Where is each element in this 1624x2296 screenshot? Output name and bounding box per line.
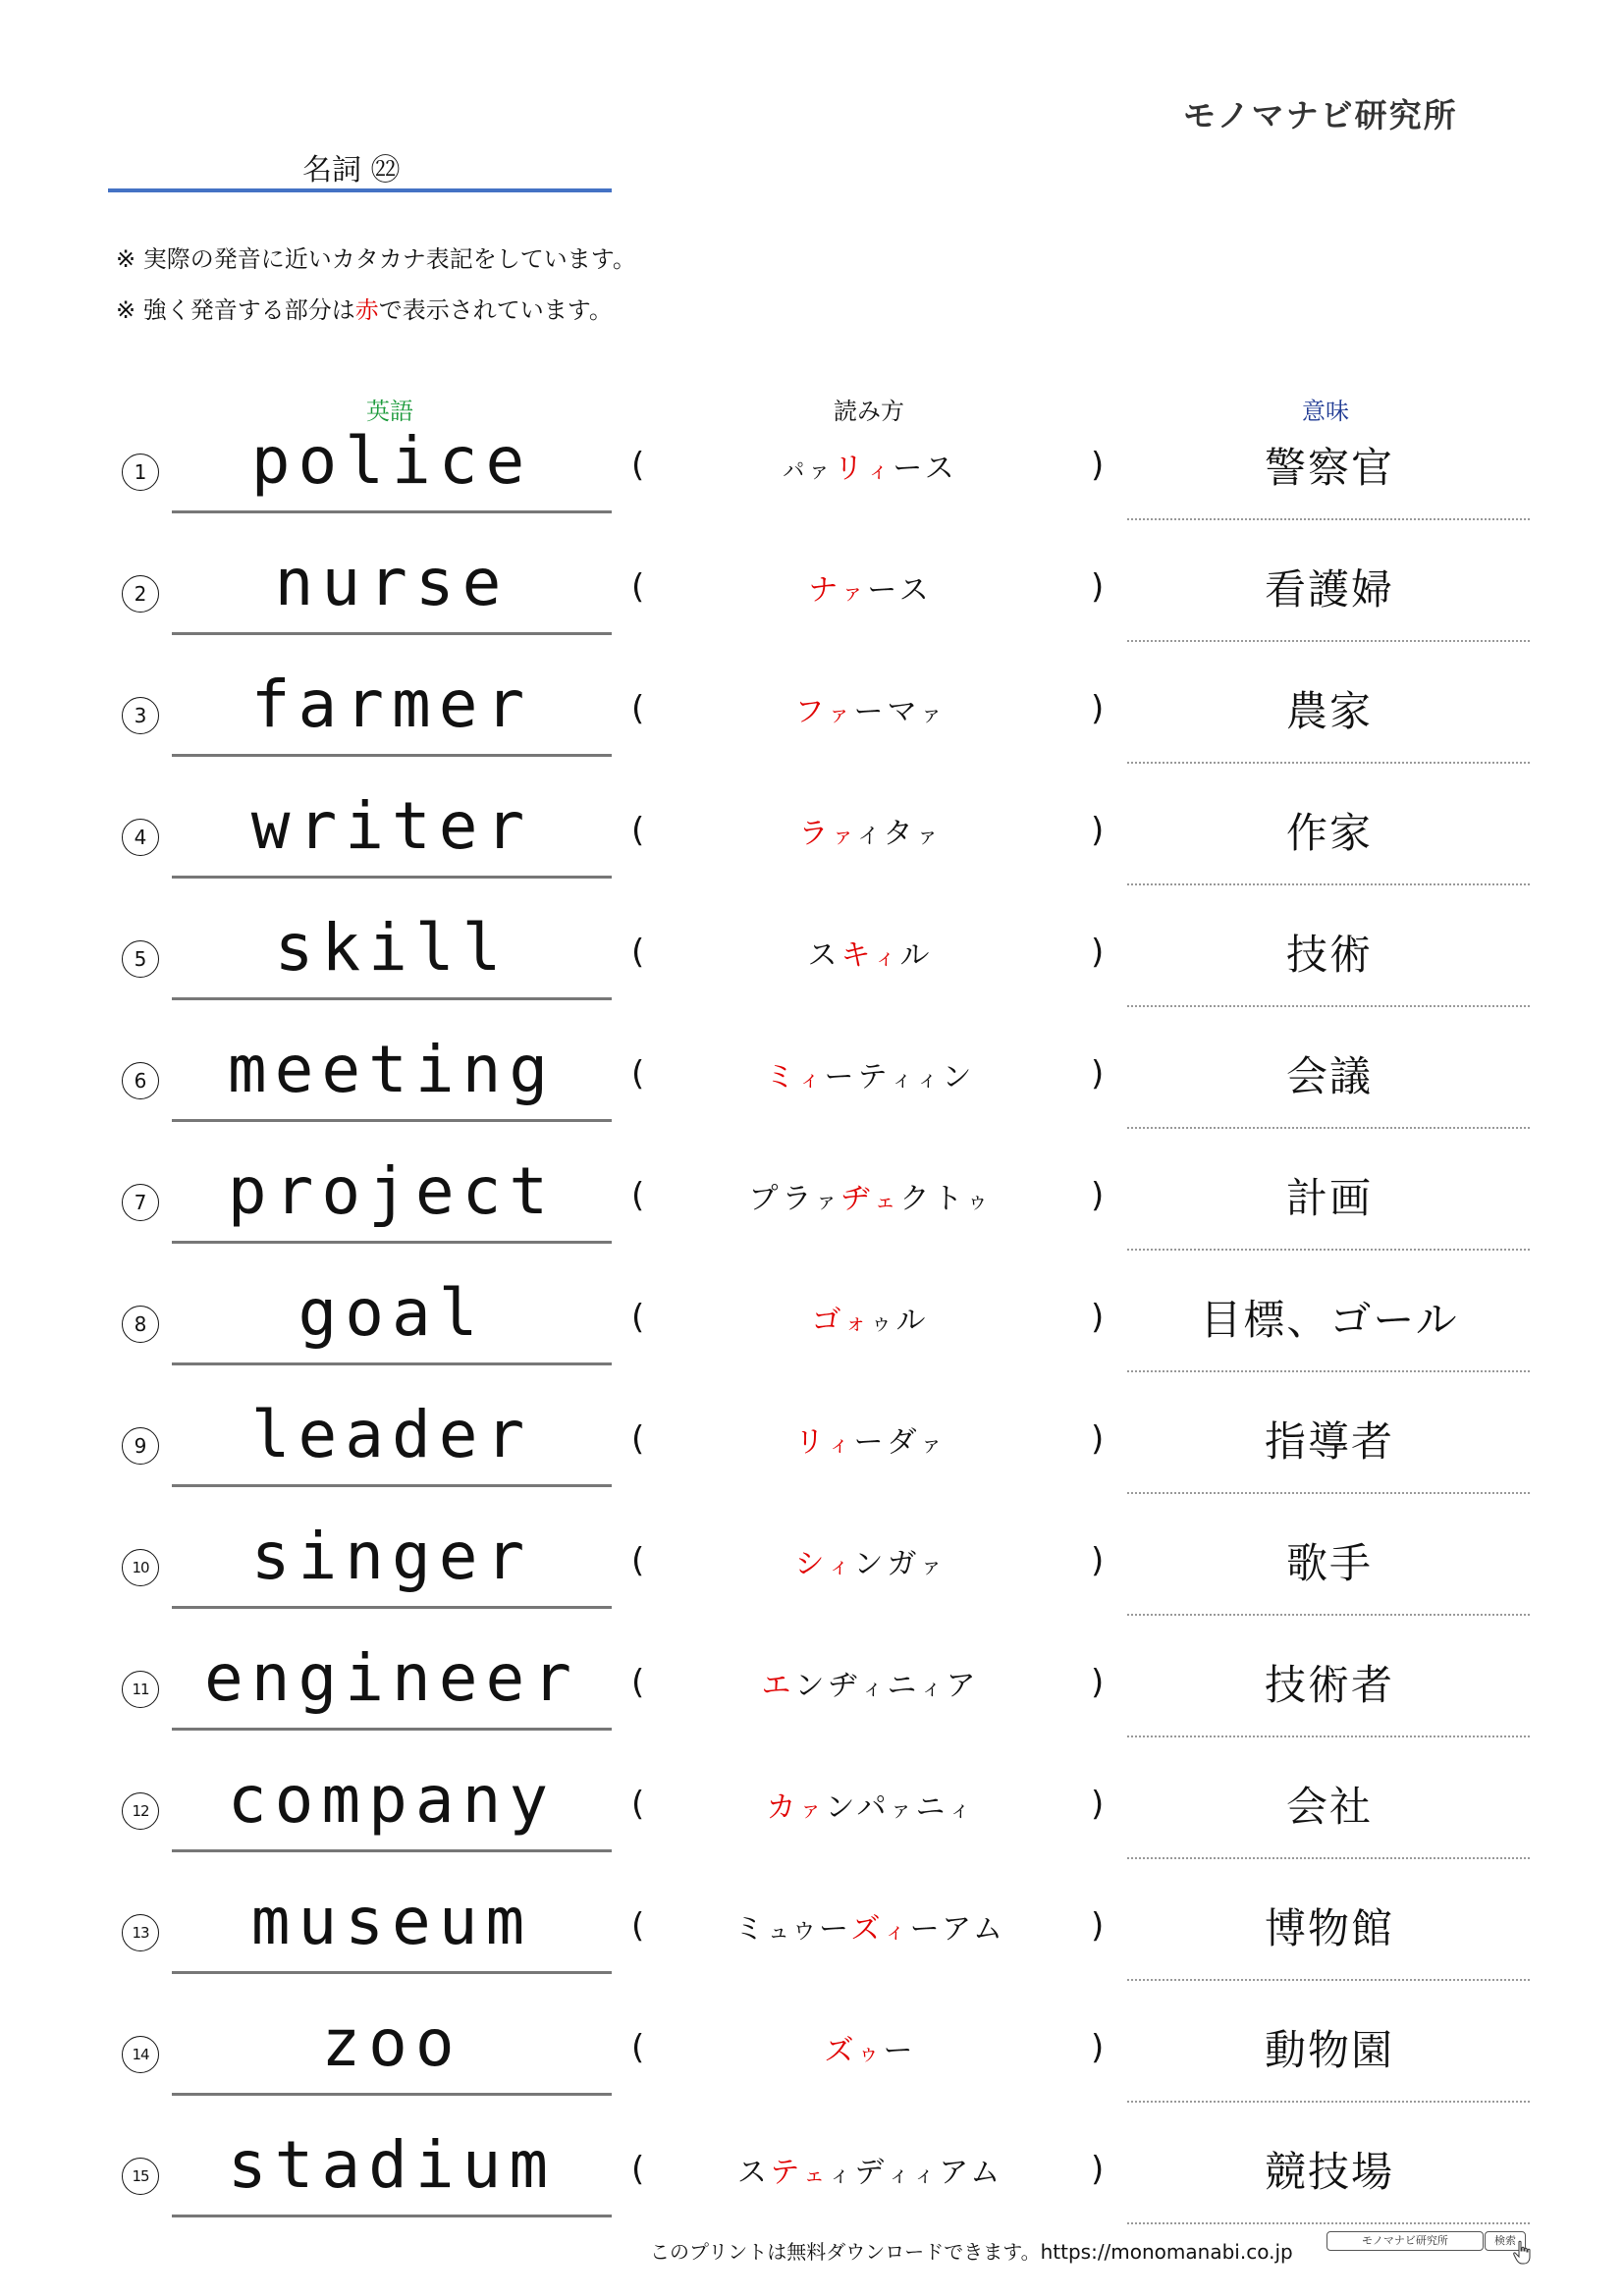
item-number: 1 bbox=[122, 454, 159, 491]
paren-open: ( bbox=[631, 1541, 645, 1580]
kana: ト bbox=[933, 1182, 967, 1216]
katakana-reading bbox=[687, 1417, 1054, 1461]
paren-open: ( bbox=[631, 1785, 645, 1824]
japanese-meaning: 作家 bbox=[1285, 809, 1373, 857]
english-word: goal bbox=[298, 1275, 486, 1351]
kana: タ bbox=[883, 817, 917, 851]
kana: ム bbox=[970, 2156, 1004, 2190]
paren-close: ) bbox=[1091, 689, 1105, 728]
note-katakana: ※ 実際の発音に近いカタカナ表記をしています。 bbox=[116, 245, 636, 273]
kana: ァ bbox=[815, 1190, 841, 1214]
english-word: zoo bbox=[321, 2005, 462, 2081]
stressed-kana: ゥ bbox=[857, 2042, 884, 2066]
item-number: 7 bbox=[122, 1184, 159, 1221]
kana: ン bbox=[853, 1547, 888, 1581]
paren-close: ) bbox=[1091, 1663, 1105, 1702]
word-underline bbox=[172, 2093, 612, 2096]
item-number: 9 bbox=[122, 1427, 159, 1465]
paren-close: ) bbox=[1091, 1541, 1105, 1580]
column-header-reading: 読み方 bbox=[834, 398, 904, 425]
kana: ィ bbox=[861, 1677, 888, 1701]
kana: ー bbox=[819, 1912, 851, 1947]
word-underline bbox=[172, 2215, 612, 2217]
item-number: 14 bbox=[122, 2036, 159, 2073]
kana: ク bbox=[899, 1182, 934, 1216]
kana: ィ bbox=[920, 1677, 947, 1701]
paren-close: ) bbox=[1091, 1298, 1105, 1337]
paren-close: ) bbox=[1091, 811, 1105, 850]
kana: ラ bbox=[782, 1182, 816, 1216]
katakana-reading bbox=[687, 1296, 1054, 1339]
kana: ァ bbox=[808, 459, 835, 484]
item-number: 13 bbox=[122, 1914, 159, 1951]
kana: ー bbox=[853, 695, 888, 729]
kana: ァ bbox=[920, 703, 947, 727]
stressed-kana: ァ bbox=[799, 1798, 826, 1823]
search-box: モノマナビ研究所 bbox=[1326, 2231, 1484, 2251]
stressed-kana: テ bbox=[770, 2156, 804, 2190]
katakana-reading bbox=[687, 1783, 1054, 1826]
paren-open: ( bbox=[631, 446, 645, 485]
stressed-kana: ィ bbox=[874, 946, 900, 971]
stressed-kana: ォ bbox=[844, 1311, 871, 1336]
paren-open: ( bbox=[631, 811, 645, 850]
kana: プ bbox=[748, 1182, 783, 1216]
item-number: 12 bbox=[122, 1792, 159, 1830]
paren-close: ) bbox=[1091, 1176, 1105, 1215]
kana: ィ bbox=[888, 2163, 914, 2188]
japanese-meaning: 技術 bbox=[1285, 931, 1373, 979]
kana: パ bbox=[783, 459, 809, 484]
meaning-dotted-line bbox=[1127, 1492, 1530, 1494]
page-title: 名詞 ㉒ bbox=[302, 153, 401, 187]
list-item bbox=[0, 1390, 1624, 1512]
kana: ー bbox=[853, 1425, 888, 1460]
word-underline bbox=[172, 1241, 612, 1244]
kana: ィ bbox=[948, 1798, 975, 1823]
kana: ゥ bbox=[870, 1311, 896, 1336]
katakana-reading bbox=[687, 687, 1054, 730]
word-underline bbox=[172, 1849, 612, 1852]
kana: ム bbox=[972, 1912, 1006, 1947]
japanese-meaning: 競技場 bbox=[1264, 2148, 1394, 2196]
katakana-reading bbox=[687, 565, 1054, 609]
kana: ァ bbox=[890, 1798, 916, 1823]
list-item bbox=[0, 1755, 1624, 1877]
word-underline bbox=[172, 510, 612, 513]
stressed-kana: ゴ bbox=[811, 1304, 845, 1338]
english-word: company bbox=[227, 1762, 557, 1838]
list-item bbox=[0, 1147, 1624, 1268]
japanese-meaning: 目標、ゴール bbox=[1200, 1296, 1459, 1344]
paren-close: ) bbox=[1091, 446, 1105, 485]
site-logo: モノマナビ研究所 bbox=[1183, 96, 1458, 134]
english-word: engineer bbox=[204, 1640, 579, 1716]
kana: ス bbox=[898, 573, 933, 608]
paren-open: ( bbox=[631, 933, 645, 972]
list-item bbox=[0, 538, 1624, 660]
japanese-meaning: 動物園 bbox=[1264, 2026, 1394, 2074]
meaning-dotted-line bbox=[1127, 2222, 1530, 2224]
english-word: leader bbox=[250, 1397, 533, 1472]
stressed-kana: ィ bbox=[828, 1433, 854, 1458]
katakana-reading bbox=[687, 809, 1054, 852]
footer-text: このプリントは無料ダウンロードできます。https://monomanabi.co.jp bbox=[650, 2240, 1293, 2264]
english-word: nurse bbox=[274, 545, 510, 620]
kana: ィ bbox=[916, 1068, 943, 1093]
paren-open: ( bbox=[631, 567, 645, 607]
word-underline bbox=[172, 632, 612, 635]
stressed-kana: ェ bbox=[874, 1190, 900, 1214]
meaning-dotted-line bbox=[1127, 2101, 1530, 2103]
kana: ィ bbox=[829, 2163, 855, 2188]
list-item bbox=[0, 1877, 1624, 1999]
list-item bbox=[0, 660, 1624, 781]
list-item bbox=[0, 1633, 1624, 1755]
item-number: 6 bbox=[122, 1062, 159, 1099]
stressed-kana: フ bbox=[794, 695, 829, 729]
kana: ヂ bbox=[828, 1669, 862, 1703]
kana: ー bbox=[824, 1060, 858, 1095]
meaning-dotted-line bbox=[1127, 1249, 1530, 1251]
kana: ア bbox=[939, 2156, 971, 2190]
word-underline bbox=[172, 1728, 612, 1731]
stressed-kana: ァ bbox=[828, 703, 854, 727]
paren-close: ) bbox=[1091, 2028, 1105, 2067]
paren-open: ( bbox=[631, 1419, 645, 1459]
note-stress-before: ※ 強く発音する部分は bbox=[116, 296, 355, 324]
meaning-dotted-line bbox=[1127, 1005, 1530, 1007]
japanese-meaning: 歌手 bbox=[1285, 1539, 1373, 1587]
stressed-kana: ァ bbox=[841, 581, 868, 606]
kana: ィ bbox=[913, 2163, 940, 2188]
english-word: farmer bbox=[250, 667, 533, 742]
kana: ュ bbox=[768, 1920, 794, 1945]
item-number: 8 bbox=[122, 1306, 159, 1343]
kana: ニ bbox=[887, 1669, 921, 1703]
meaning-dotted-line bbox=[1127, 883, 1530, 885]
item-number: 3 bbox=[122, 697, 159, 734]
kana: ァ bbox=[920, 1433, 947, 1458]
kana: ァ bbox=[916, 825, 943, 849]
kana: ア bbox=[942, 1912, 973, 1947]
katakana-reading bbox=[687, 2026, 1054, 2069]
paren-open: ( bbox=[631, 2028, 645, 2067]
kana: ス bbox=[807, 938, 841, 973]
note-stress-red: 赤 bbox=[354, 296, 379, 324]
list-item bbox=[0, 781, 1624, 903]
japanese-meaning: 看護婦 bbox=[1264, 565, 1394, 614]
paren-open: ( bbox=[631, 1906, 645, 1946]
meaning-dotted-line bbox=[1127, 1614, 1530, 1616]
stressed-kana: カ bbox=[766, 1790, 800, 1825]
stressed-kana: リ bbox=[794, 1425, 829, 1460]
stressed-kana: キ bbox=[840, 938, 875, 973]
kana: デ bbox=[854, 2156, 889, 2190]
japanese-meaning: 計画 bbox=[1285, 1174, 1373, 1222]
meaning-dotted-line bbox=[1127, 518, 1530, 520]
kana: ミ bbox=[734, 1912, 769, 1947]
paren-close: ) bbox=[1091, 1054, 1105, 1094]
kana: テ bbox=[857, 1060, 892, 1095]
japanese-meaning: 会社 bbox=[1285, 1783, 1373, 1831]
kana: ル bbox=[899, 938, 934, 973]
kana: ー bbox=[893, 452, 925, 486]
list-item bbox=[0, 1268, 1624, 1390]
japanese-meaning: 技術者 bbox=[1264, 1661, 1394, 1709]
stressed-kana: リ bbox=[834, 452, 868, 486]
paren-open: ( bbox=[631, 1176, 645, 1215]
paren-close: ) bbox=[1091, 567, 1105, 607]
meaning-dotted-line bbox=[1127, 1127, 1530, 1129]
katakana-reading bbox=[687, 444, 1054, 487]
paren-open: ( bbox=[631, 1298, 645, 1337]
kana: ル bbox=[895, 1304, 930, 1338]
stressed-kana: ヂ bbox=[840, 1182, 875, 1216]
word-underline bbox=[172, 1484, 612, 1487]
item-number: 15 bbox=[122, 2158, 159, 2195]
stressed-kana: ズ bbox=[850, 1912, 885, 1947]
list-item bbox=[0, 416, 1624, 538]
kana: ウ bbox=[793, 1920, 820, 1945]
japanese-meaning: 農家 bbox=[1285, 687, 1373, 735]
stressed-kana: ィ bbox=[884, 1920, 910, 1945]
column-header-english: 英語 bbox=[366, 398, 413, 425]
meaning-dotted-line bbox=[1127, 1735, 1530, 1737]
japanese-meaning: 警察官 bbox=[1264, 444, 1394, 492]
english-word: stadium bbox=[227, 2127, 557, 2203]
list-item bbox=[0, 1512, 1624, 1633]
kana: ア bbox=[946, 1669, 980, 1703]
hand-cursor-icon bbox=[1512, 2240, 1534, 2266]
kana: ス bbox=[924, 452, 958, 486]
kana: ァ bbox=[920, 1555, 947, 1579]
stressed-kana: エ bbox=[761, 1669, 795, 1703]
japanese-meaning: 会議 bbox=[1285, 1052, 1373, 1100]
stressed-kana: ィ bbox=[798, 1068, 825, 1093]
meaning-dotted-line bbox=[1127, 1979, 1530, 1981]
item-number: 11 bbox=[122, 1671, 159, 1708]
stressed-kana: ィ bbox=[867, 459, 893, 484]
kana: ガ bbox=[887, 1547, 921, 1581]
paren-close: ) bbox=[1091, 1906, 1105, 1946]
word-underline bbox=[172, 1606, 612, 1609]
paren-close: ) bbox=[1091, 2150, 1105, 2189]
kana: イ bbox=[857, 825, 884, 849]
japanese-meaning: 博物館 bbox=[1264, 1904, 1394, 1952]
kana: パ bbox=[856, 1790, 891, 1825]
katakana-reading bbox=[687, 1904, 1054, 1948]
paren-close: ) bbox=[1091, 933, 1105, 972]
katakana-reading bbox=[687, 1174, 1054, 1217]
item-number: 5 bbox=[122, 940, 159, 978]
title-underline bbox=[108, 188, 612, 192]
meaning-dotted-line bbox=[1127, 1857, 1530, 1859]
list-item bbox=[0, 1999, 1624, 2120]
english-word: writer bbox=[250, 788, 533, 864]
word-underline bbox=[172, 876, 612, 879]
word-underline bbox=[172, 1119, 612, 1122]
word-underline bbox=[172, 754, 612, 757]
paren-open: ( bbox=[631, 2150, 645, 2189]
word-underline bbox=[172, 997, 612, 1000]
english-word: museum bbox=[250, 1884, 533, 1959]
katakana-reading bbox=[687, 2148, 1054, 2191]
stressed-kana: ィ bbox=[828, 1555, 854, 1579]
meaning-dotted-line bbox=[1127, 1370, 1530, 1372]
kana: ン bbox=[825, 1790, 857, 1825]
japanese-meaning: 指導者 bbox=[1264, 1417, 1394, 1466]
english-word: project bbox=[227, 1153, 557, 1229]
paren-open: ( bbox=[631, 1663, 645, 1702]
column-header-meaning: 意味 bbox=[1302, 398, 1349, 425]
list-item bbox=[0, 2120, 1624, 2242]
stressed-kana: ェ bbox=[803, 2163, 830, 2188]
list-item bbox=[0, 1025, 1624, 1147]
english-word: police bbox=[250, 423, 533, 499]
english-word: meeting bbox=[227, 1032, 557, 1107]
kana: ン bbox=[794, 1669, 829, 1703]
item-number: 2 bbox=[122, 575, 159, 613]
stressed-kana: ナ bbox=[808, 573, 842, 608]
kana: ィ bbox=[891, 1068, 917, 1093]
word-underline bbox=[172, 1971, 612, 1974]
paren-open: ( bbox=[631, 689, 645, 728]
note-stress bbox=[116, 291, 613, 325]
stressed-kana: ミ bbox=[765, 1060, 799, 1095]
kana: ス bbox=[736, 2156, 771, 2190]
katakana-reading bbox=[687, 1539, 1054, 1582]
english-word: skill bbox=[274, 910, 510, 986]
kana: ー bbox=[883, 2034, 917, 2068]
stressed-kana: ァ bbox=[832, 825, 858, 849]
katakana-reading bbox=[687, 1661, 1054, 1704]
paren-open: ( bbox=[631, 1054, 645, 1094]
item-number: 4 bbox=[122, 819, 159, 856]
word-underline bbox=[172, 1362, 612, 1365]
kana: ン bbox=[942, 1060, 976, 1095]
english-word: singer bbox=[250, 1519, 533, 1594]
search-button: 検索 bbox=[1485, 2231, 1526, 2251]
kana: ー bbox=[909, 1912, 943, 1947]
kana: ニ bbox=[915, 1790, 949, 1825]
katakana-reading bbox=[687, 931, 1054, 974]
paren-close: ) bbox=[1091, 1785, 1105, 1824]
stressed-kana: ズ bbox=[824, 2034, 858, 2068]
list-item bbox=[0, 903, 1624, 1025]
kana: ー bbox=[867, 573, 899, 608]
meaning-dotted-line bbox=[1127, 640, 1530, 642]
meaning-dotted-line bbox=[1127, 762, 1530, 764]
note-stress-after: で表示されています。 bbox=[378, 296, 613, 324]
katakana-reading bbox=[687, 1052, 1054, 1095]
kana: ダ bbox=[887, 1425, 921, 1460]
paren-close: ) bbox=[1091, 1419, 1105, 1459]
stressed-kana: ラ bbox=[798, 817, 833, 851]
stressed-kana: シ bbox=[794, 1547, 829, 1581]
kana: ゥ bbox=[966, 1190, 993, 1214]
item-number: 10 bbox=[122, 1549, 159, 1586]
kana: マ bbox=[887, 695, 921, 729]
